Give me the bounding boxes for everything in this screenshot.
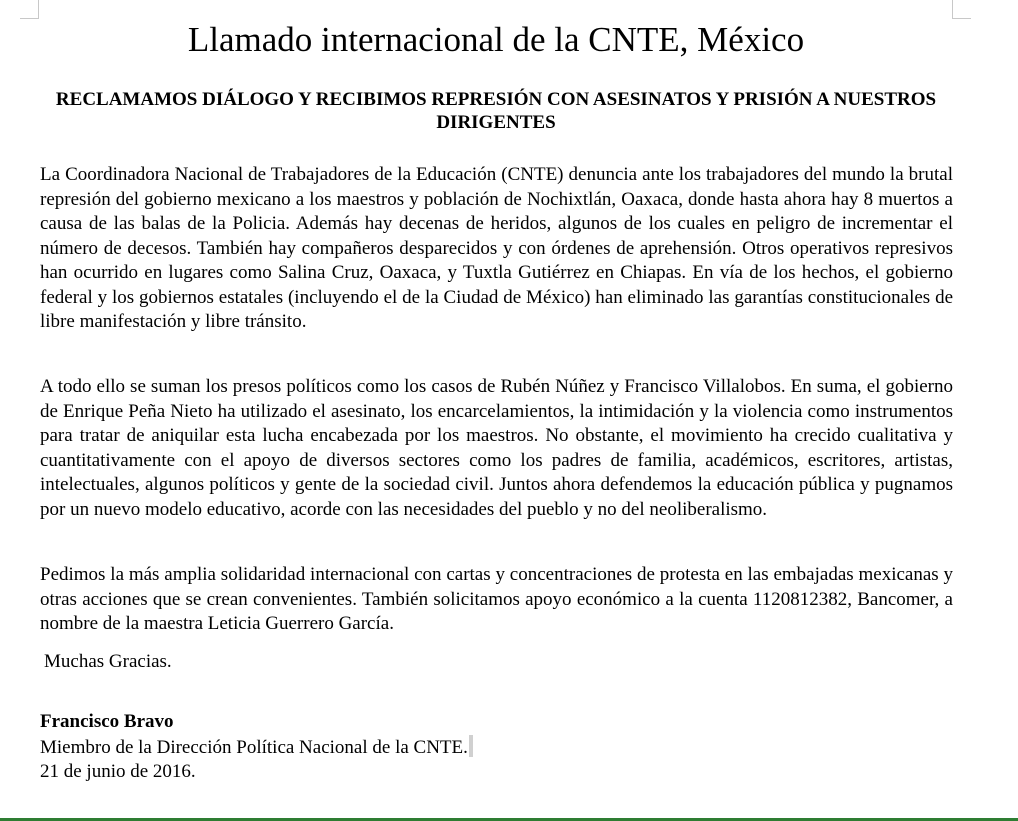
paragraph-3: Pedimos la más amplia solidaridad internacional con cartas y concentraciones de protesta en las embajadas mexicanas y otras acciones que se crean convenientes. También solicitamos apoyo económico a la cuenta 1120812382, Bancomer, a nombre de la maestra Leticia Guerrero García.: [40, 564, 953, 634]
margin-corner-top-left: [20, 0, 39, 19]
paragraph-1: La Coordinadora Nacional de Trabajadores de la Educación (CNTE) denuncia ante los trabajadores del mundo la brutal represión del gobierno mexicano a los maestros y población de Nochixtlán, Oaxaca, donde hasta ahora hay 8 muertos a causa de las balas de la Policia. Además hay decenas de heridos, algunos de los cuales en peligro de incrementar el número de decesos. También hay compañeros desparecidos y con órdenes de aprehensión. Otros operativos represivos han ocurrido en lugares como Salina Cruz, Oaxaca, y Tuxtla Gutiérrez en Chiapas. En vía de los hechos, el gobierno federal y los gobiernos estatales (incluyendo el de la Ciudad de México) han eliminado las garantías constitucionales de libre manifestación y libre tránsito.: [40, 164, 953, 332]
document-title: Llamado internacional de la CNTE, México: [187, 20, 805, 59]
signature-date: 21 de junio de 2016.: [40, 761, 196, 782]
signature-name: Francisco Bravo: [40, 711, 174, 732]
text-cursor: [469, 735, 473, 757]
paragraph-2: A todo ello se suman los presos políticos como los casos de Rubén Núñez y Francisco Villalobos. En suma, el gobierno de Enrique Peña Nieto ha utilizado el asesinato, los encarcelamientos, la intimidación y la violencia como instrumentos para tratar de aniquilar esta lucha encabezada por los maestros. No obstante, el movimiento ha crecido cualitativa y cuantitativamente con el apoyo de diversos sectores como los padres de familia, académicos, escritores, artistas, intelectuales, algunos políticos y gente de la sociedad civil. Juntos ahora defendemos la educación pública y pugnamos por un nuevo modelo educativo, acorde con las necesidades del pueblo y no del neoliberalismo.: [40, 376, 953, 520]
document-subtitle: RECLAMAMOS DIÁLOGO Y RECIBIMOS REPRESIÓN CON ASESINATOS Y PRISIÓN A NUESTROS DIRIGENTES: [55, 89, 937, 133]
margin-corner-top-right: [952, 0, 971, 19]
closing-thanks: Muchas Gracias.: [44, 651, 172, 672]
signature-role: Miembro de la Dirección Política Nacional de la CNTE.: [40, 737, 468, 758]
signature-role-line: [40, 735, 473, 760]
